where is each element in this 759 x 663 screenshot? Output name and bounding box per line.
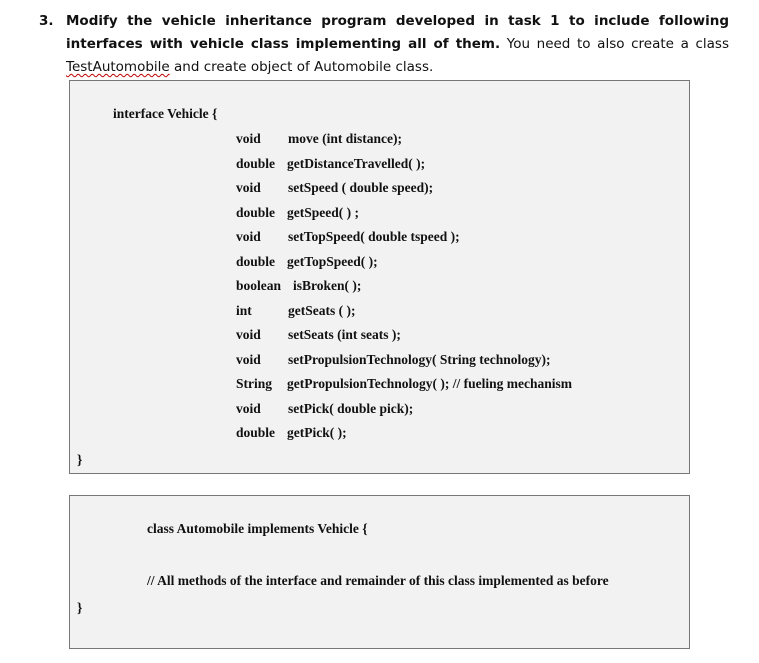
method-return-type: double: [236, 425, 276, 440]
question-plain-text-1: You need to also create a class: [500, 36, 729, 52]
interface-closing-brace: }: [77, 452, 83, 467]
method-return-type: void: [236, 400, 261, 416]
method-return-type: int: [236, 302, 252, 318]
method-signature: isBroken( );: [293, 278, 362, 293]
method-return-type: void: [236, 131, 261, 146]
method-signature: getDistanceTravelled( );: [287, 155, 426, 171]
method-signature: setSeats (int seats );: [288, 327, 401, 342]
question-text: [66, 10, 729, 79]
method-signature: setTopSpeed( double tspeed );: [288, 229, 460, 244]
method-return-type: double: [236, 155, 276, 171]
method-row: [236, 201, 359, 225]
method-row: [236, 397, 414, 421]
method-row: [236, 421, 347, 445]
method-signature: getSpeed( ) ;: [287, 204, 359, 220]
class-code-box: [69, 495, 690, 649]
interface-declaration: interface Vehicle {: [113, 106, 218, 121]
method-row: [236, 372, 573, 396]
method-row: [236, 176, 434, 200]
class-closing-brace: }: [77, 600, 83, 615]
question-bold-text: Modify the vehicle inheritance program developed in task 1 to include following interfaces with vehicle class implementing all of them.: [66, 13, 729, 52]
spellcheck-word: TestAutomobile: [66, 59, 170, 75]
method-return-type: String: [236, 376, 273, 391]
method-return-type: double: [236, 253, 276, 269]
method-row: [236, 274, 362, 298]
method-row: [236, 348, 551, 372]
method-signature: getPick( );: [287, 425, 347, 440]
method-signature: getSeats ( );: [288, 302, 356, 318]
method-return-type: void: [236, 327, 261, 342]
class-comment: // All methods of the interface and remainder of this class implemented as before: [147, 573, 609, 588]
method-row: [236, 225, 460, 249]
method-return-type: void: [236, 229, 261, 244]
question-number: 3.: [39, 13, 54, 29]
method-row: [236, 127, 402, 151]
method-return-type: void: [236, 180, 261, 195]
method-return-type: boolean: [236, 278, 282, 293]
method-row: [236, 299, 356, 323]
method-signature: move (int distance);: [288, 131, 402, 146]
method-row: [236, 152, 426, 176]
question-block: [39, 10, 729, 79]
method-row: [236, 323, 401, 347]
method-signature: getTopSpeed( );: [287, 253, 378, 269]
method-return-type: double: [236, 204, 276, 220]
method-return-type: void: [236, 351, 261, 367]
method-signature: setPick( double pick);: [288, 400, 414, 416]
method-signature: setPropulsionTechnology( String technology);: [288, 351, 551, 367]
method-row: [236, 250, 378, 274]
method-signature: setSpeed ( double speed);: [288, 180, 434, 195]
question-plain-text-2: and create object of Automobile class.: [169, 59, 434, 75]
class-declaration: class Automobile implements Vehicle {: [147, 521, 368, 536]
method-signature: getPropulsionTechnology( ); // fueling mechanism: [287, 376, 573, 391]
interface-code-box: [69, 80, 690, 474]
